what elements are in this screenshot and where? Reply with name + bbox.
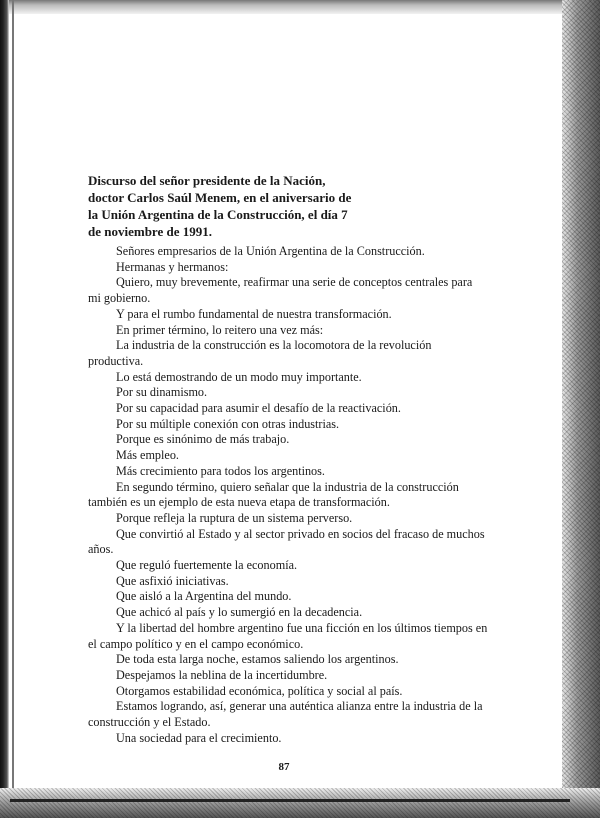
paragraph: Estamos logrando, así, generar una auténtica alianza entre la industria de la construcción y el Estado. [88, 699, 483, 730]
paragraph: En primer término, lo reitero una vez más: [116, 322, 324, 337]
scan-left-edge [0, 0, 9, 818]
paragraph: Que asfixió iniciativas. [116, 573, 229, 588]
speech-title-line: doctor Carlos Saúl Menem, en el aniversario de [88, 190, 352, 205]
paragraph: Que convirtió al Estado y al sector privado en socios del fracaso de muchos años. [88, 526, 485, 557]
speech-title-line: la Unión Argentina de la Construcción, el día 7 [88, 207, 348, 222]
paragraph: Y para el rumbo fundamental de nuestra transformación. [116, 306, 392, 321]
paragraph: Hermanas y hermanos: [116, 259, 229, 274]
paragraph: Más crecimiento para todos los argentinos. [116, 463, 325, 478]
paragraph: Que reguló fuertemente la economía. [116, 558, 298, 573]
paragraph: De toda esta larga noche, estamos saliendo los argentinos. [116, 652, 399, 667]
paragraph: Despejamos la neblina de la incertidumbre. [116, 667, 328, 682]
paragraph: Por su dinamismo. [116, 385, 208, 400]
paragraph: Que achicó al país y lo sumergió en la decadencia. [116, 605, 363, 620]
speech-title-line: Discurso del señor presidente de la Nación, [88, 173, 326, 188]
scan-bottom-rule [10, 799, 570, 802]
paragraph: Otorgamos estabilidad económica, política y social al país. [116, 683, 403, 698]
paragraph: Porque refleja la ruptura de un sistema perverso. [116, 510, 353, 525]
paragraph: Porque es sinónimo de más trabajo. [116, 432, 290, 447]
scan-bottom-edge [0, 788, 600, 818]
paragraph: Que aisló a la Argentina del mundo. [116, 589, 292, 604]
scan-top-edge [0, 0, 600, 14]
paragraph: Quiero, muy brevemente, reafirmar una serie de conceptos centrales para mi gobierno. [88, 275, 473, 306]
page-number: 87 [278, 761, 290, 773]
paragraph: Y la libertad del hombre argentino fue una ficción en los últimos tiempos en el campo político y en el campo económico. [88, 620, 488, 651]
speech-body [88, 244, 488, 747]
paragraph: Señores empresarios de la Unión Argentina de la Construcción. [116, 244, 425, 258]
paragraph: Lo está demostrando de un modo muy importante. [116, 369, 362, 384]
paragraph: Una sociedad para el crecimiento. [116, 730, 282, 745]
scan-binding-line [12, 0, 14, 800]
paragraph: Más empleo. [116, 448, 179, 463]
speech-title-line: de noviembre de 1991. [88, 224, 212, 239]
paragraph: Por su múltiple conexión con otras industrias. [116, 416, 340, 431]
paragraph: En segundo término, quiero señalar que la industria de la construcción también es un ejemplo de esta nueva etapa de transformación. [88, 479, 459, 510]
paragraph: Por su capacidad para asumir el desafío de la reactivación. [116, 401, 401, 416]
speech-title [88, 172, 508, 240]
scan-right-edge [562, 0, 600, 818]
paragraph: La industria de la construcción es la locomotora de la revolución productiva. [88, 338, 432, 368]
